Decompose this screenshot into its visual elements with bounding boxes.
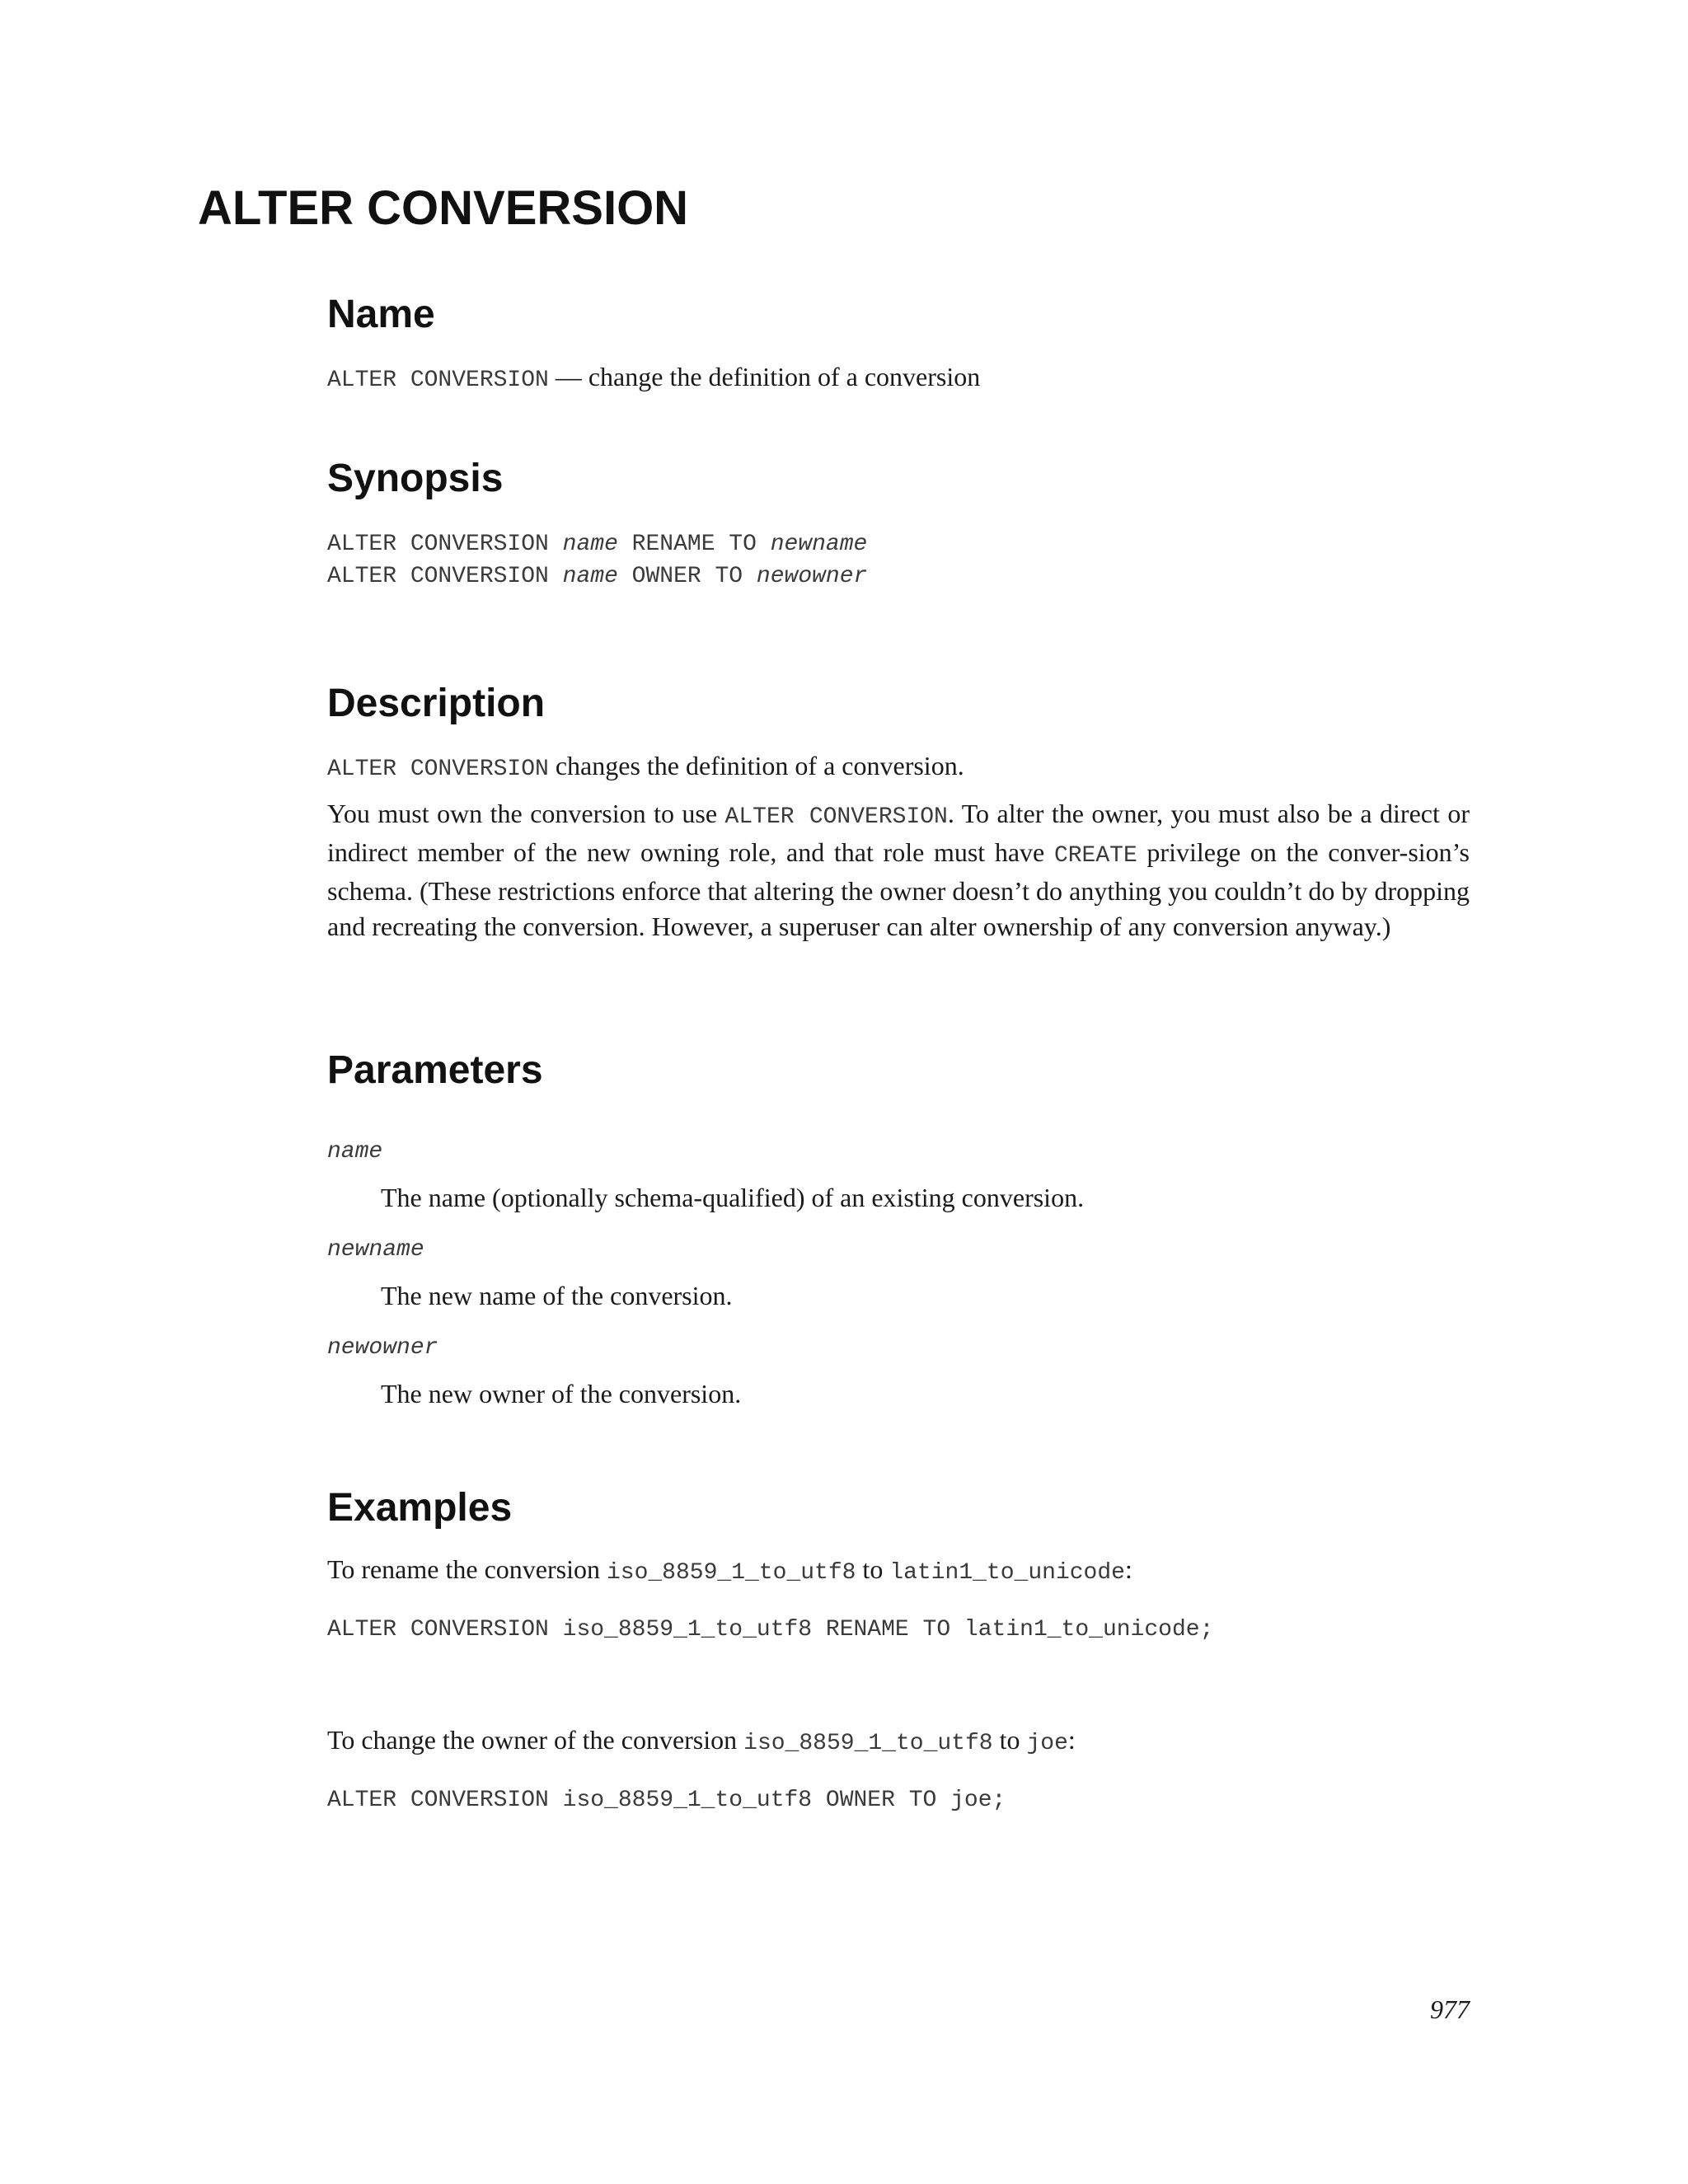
name-summary-text: — change the definition of a conversion bbox=[548, 362, 981, 391]
section-heading-parameters: Parameters bbox=[327, 1048, 543, 1092]
synopsis-param: newowner bbox=[756, 564, 868, 589]
example-code: ALTER CONVERSION iso_8859_1_to_utf8 RENAME TO latin1_to_unicode; bbox=[327, 1617, 1214, 1643]
synopsis-line: ALTER CONVERSION name OWNER TO newowner bbox=[327, 564, 868, 589]
example-description: To change the owner of the conversion iso_8859_1_to_utf8 to joe: bbox=[327, 1725, 1076, 1756]
parameter-term: newowner bbox=[327, 1335, 438, 1361]
section-heading-synopsis: Synopsis bbox=[327, 457, 504, 500]
description-body: You must own the conversion to use ALTER CONVERSION. To alter the owner, you must also be a direct or indirect member of the new owning role, and that role must have CREATE privilege on the conver-sion’s schema. (These restrictions enforce that altering the owner doesn’t do anything you couldn’t do by dropping and recreating the conversion. However, a superuser can alter ownership of any conversion anyway.) bbox=[327, 799, 1470, 941]
synopsis-param: newname bbox=[770, 532, 868, 557]
section-heading-examples: Examples bbox=[327, 1486, 513, 1530]
parameter-term: newname bbox=[327, 1237, 424, 1263]
synopsis-param: name bbox=[562, 532, 618, 557]
parameter-definition: The new name of the conversion. bbox=[381, 1281, 733, 1310]
synopsis-param: name bbox=[562, 564, 618, 589]
example-description: To rename the conversion iso_8859_1_to_utf8 to latin1_to_unicode: bbox=[327, 1554, 1132, 1586]
example-code: ALTER CONVERSION iso_8859_1_to_utf8 OWNER TO joe; bbox=[327, 1788, 1006, 1813]
section-heading-name: Name bbox=[327, 293, 435, 336]
name-command: ALTER CONVERSION bbox=[327, 368, 549, 393]
parameter-definition: The new owner of the conversion. bbox=[381, 1379, 742, 1408]
synopsis-line: ALTER CONVERSION name RENAME TO newname bbox=[327, 532, 868, 557]
section-heading-description: Description bbox=[327, 682, 546, 725]
page-title: ALTER CONVERSION bbox=[198, 181, 689, 235]
parameter-term: name bbox=[327, 1139, 383, 1165]
page-number: 977 bbox=[1430, 1994, 1470, 2024]
description-intro: ALTER CONVERSION changes the definition of a conversion. bbox=[327, 751, 964, 782]
parameter-definition: The name (optionally schema-qualified) of an existing conversion. bbox=[381, 1183, 1085, 1212]
name-summary bbox=[327, 359, 980, 398]
